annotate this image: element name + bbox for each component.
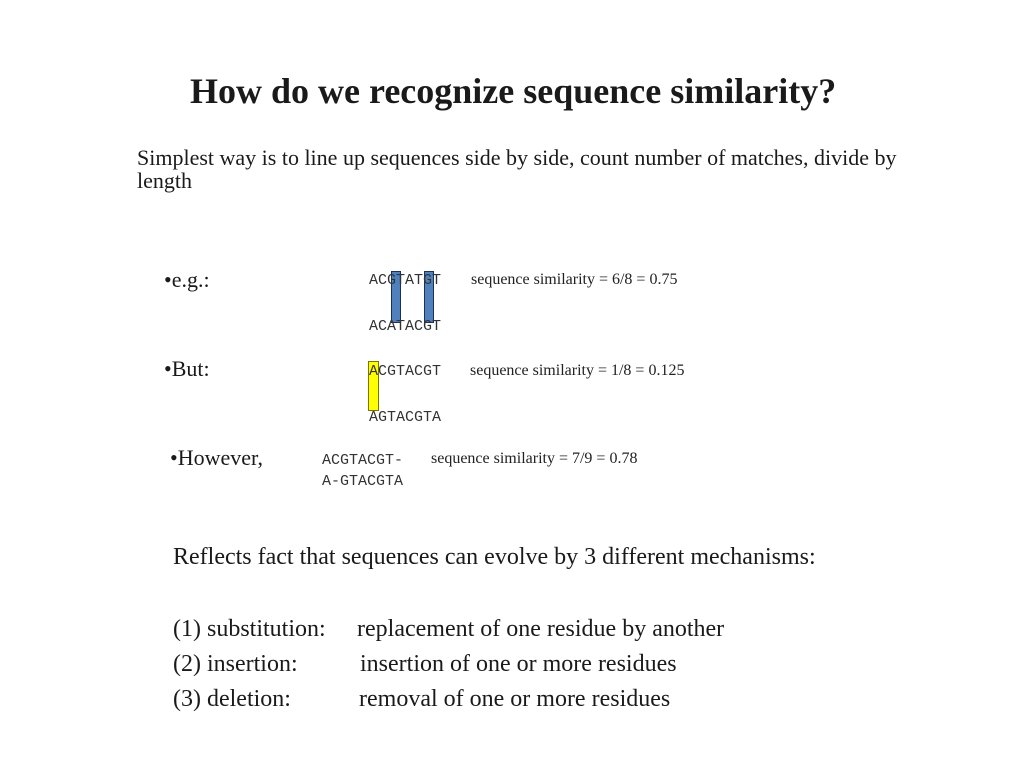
bullet-eg: •e.g.: xyxy=(164,267,210,292)
mechanisms-lead: Reflects fact that sequences can evolve by 3 different mechanisms: xyxy=(173,544,816,570)
mechanism-description: insertion of one or more residues xyxy=(360,651,677,677)
sequence-top: ACGTACGT xyxy=(369,363,442,380)
sequence-bottom: A-GTACGTA xyxy=(322,473,404,490)
sequence-top: ACGTACGT- xyxy=(322,452,404,469)
bullet-however: •However, xyxy=(170,445,263,470)
sequence-bottom: AGTACGTA xyxy=(369,409,442,426)
similarity-text: sequence similarity = 1/8 = 0.125 xyxy=(470,362,685,379)
mechanism-description: replacement of one residue by another xyxy=(357,616,725,642)
similarity-text: sequence similarity = 7/9 = 0.78 xyxy=(431,450,638,467)
sequence-top: ACGTATGT xyxy=(369,272,442,289)
mechanism-description: removal of one or more residues xyxy=(359,686,671,712)
bullet-but: •But: xyxy=(164,356,210,381)
mechanism-label: (3) deletion: xyxy=(173,686,291,712)
sequence-bottom: ACATACGT xyxy=(369,318,442,335)
mechanism-label: (1) substitution: xyxy=(173,616,326,642)
mechanism-label: (2) insertion: xyxy=(173,651,298,677)
slide-title: How do we recognize sequence similarity? xyxy=(190,71,837,111)
intro-text: Simplest way is to line up sequences side by side, count number of matches, divide by length xyxy=(137,145,897,193)
similarity-text: sequence similarity = 6/8 = 0.75 xyxy=(471,271,678,288)
